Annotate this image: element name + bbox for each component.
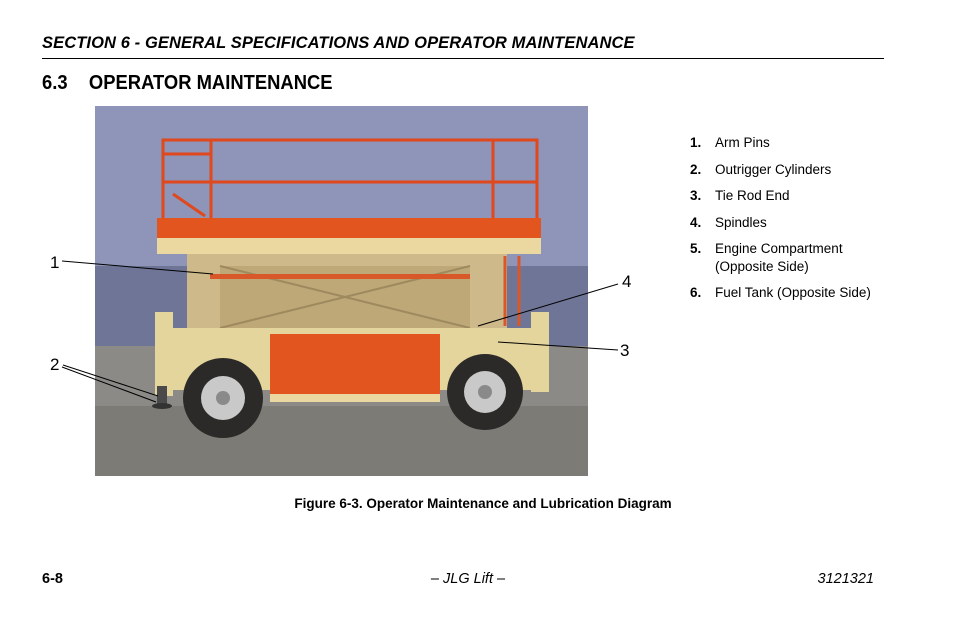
front-wheel	[183, 358, 263, 438]
callout-2: 2	[50, 355, 60, 374]
callout-1: 1	[50, 253, 60, 272]
section-title-text: OPERATOR MAINTENANCE	[88, 72, 333, 94]
page-title	[42, 72, 333, 95]
legend-item-number: 3.	[690, 188, 702, 203]
callout-3: 3	[620, 341, 630, 360]
legend-item-label: Engine Compartment (Opposite Side)	[715, 241, 843, 274]
section-header: SECTION 6 - GENERAL SPECIFICATIONS AND OPERATOR MAINTENANCE	[42, 34, 635, 52]
legend-item	[690, 161, 880, 179]
legend-item-number: 6.	[690, 285, 702, 300]
legend-item-label: Fuel Tank (Opposite Side)	[715, 285, 871, 300]
footer-page-number: 6-8	[42, 571, 63, 587]
lift-photo	[95, 106, 588, 476]
callout-4: 4	[622, 272, 632, 291]
legend-item	[690, 214, 880, 232]
rear-wheel	[447, 354, 523, 430]
legend-item-number: 4.	[690, 214, 702, 230]
legend-item	[690, 187, 880, 205]
footer-doc-number: 3121321	[817, 571, 874, 587]
legend-item-label: Tie Rod End	[715, 188, 790, 203]
footer-center-text: – JLG Lift –	[430, 571, 506, 587]
figure-caption: Figure 6-3. Operator Maintenance and Lubrication Diagram	[294, 496, 672, 511]
legend-item	[690, 284, 880, 302]
section-number: 6.3	[42, 72, 68, 94]
legend-item-number: 2.	[690, 161, 702, 177]
legend-item	[690, 240, 880, 275]
legend-item	[690, 134, 880, 152]
legend-list	[690, 134, 880, 311]
legend-item-label: Arm Pins	[715, 135, 770, 150]
legend-item-number: 5.	[690, 241, 702, 256]
legend-item-label: Outrigger Cylinders	[715, 161, 832, 177]
legend-item-label: Spindles	[715, 214, 767, 230]
legend-item-number: 1.	[690, 135, 702, 150]
header-rule	[42, 58, 884, 59]
lift-photo-figure	[38, 104, 638, 478]
